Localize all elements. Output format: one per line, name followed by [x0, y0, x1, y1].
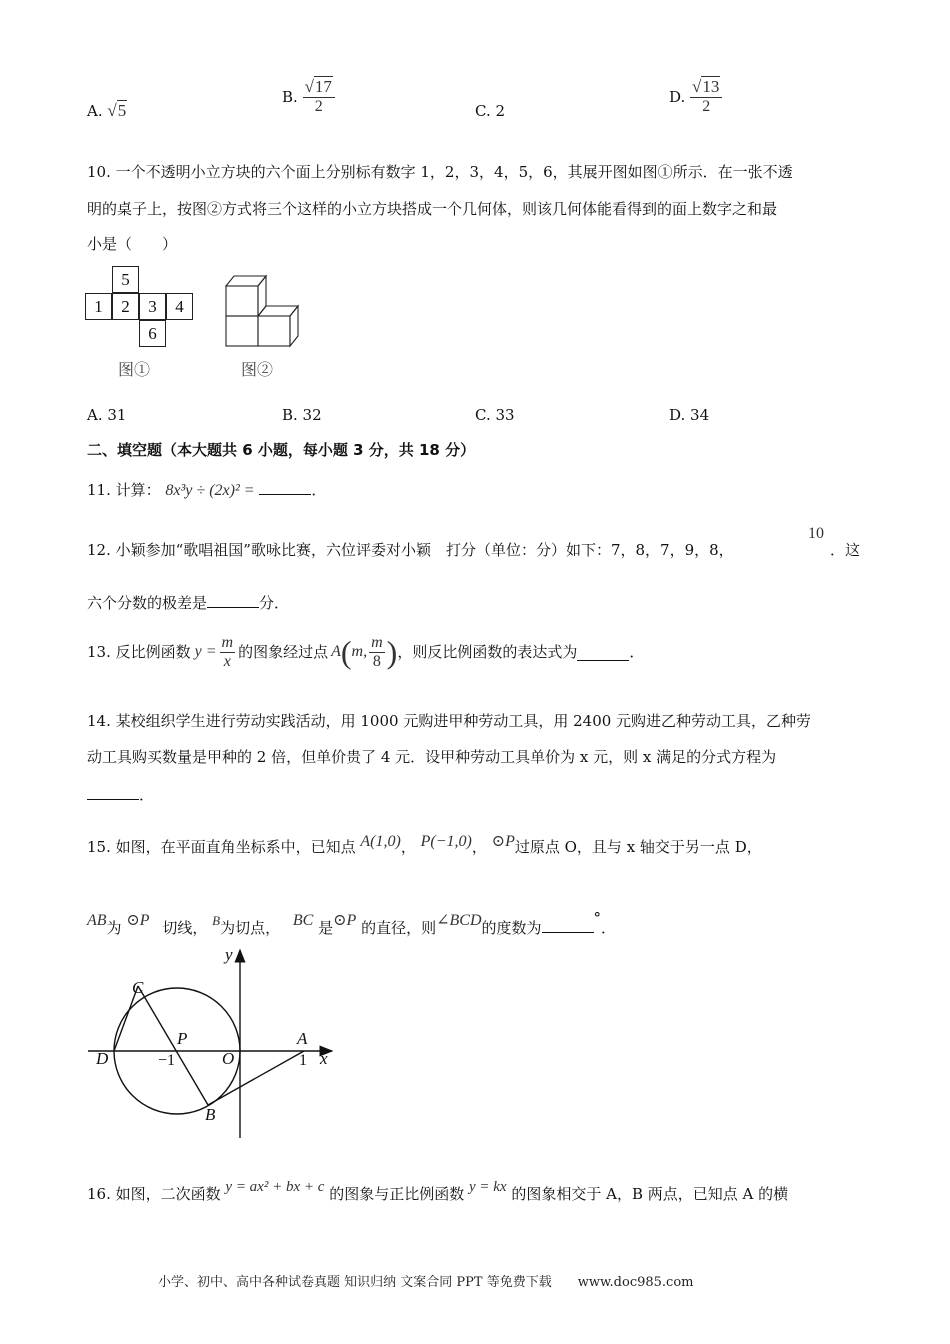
- q10-option-a: A. 31: [87, 406, 127, 424]
- net-cell-2: 2: [112, 293, 139, 320]
- q10-line2: 明的桌子上，按图②方式将三个这样的小立方块搭成一个几何体，则该几何体能看得到的面上数字之和最: [87, 200, 778, 218]
- q12-score-10: 10: [808, 525, 824, 542]
- q15-end: ．: [601, 919, 617, 937]
- q15-deg: °: [593, 909, 602, 927]
- q11-suffix: ．: [311, 481, 327, 499]
- q11-answer-blank: [259, 478, 311, 495]
- net-cell-3: 3: [139, 293, 166, 320]
- q14-line1: 14. 某校组织学生进行劳动实践活动，用 1000 元购进甲种劳动工具，用 2400 元购进乙种劳动工具，乙种劳: [87, 712, 812, 730]
- frac-sqrt17-over-2: $\frac{√17}{2}$: [303, 78, 335, 116]
- q12-line1: [87, 540, 734, 560]
- label-a: A: [297, 1029, 308, 1048]
- fig2-caption: 图②: [241, 360, 274, 379]
- q10-option-b: B. 32: [282, 406, 322, 424]
- q15-circle-p-2: ⊙P: [126, 912, 150, 929]
- q15-shi: 是: [318, 919, 334, 937]
- q13-mid: 的图象经过点: [238, 643, 329, 661]
- option-d-label: D.: [669, 88, 686, 106]
- net-cell-5: 5: [112, 266, 139, 293]
- q13: 13. 反比例函数 y = $\frac{m}{x}$ 的图象经过点 A ( m, $\frac{m}{8}$ ) ，则反比例函数的表达式为 ．: [87, 633, 645, 670]
- q13-suffix: ，则反比例函数的表达式为: [397, 643, 578, 661]
- q9-option-d: [669, 78, 722, 116]
- q16-mid: 的图象与正比例函数: [329, 1185, 465, 1203]
- q12-answer-blank: [207, 591, 259, 608]
- label-one: 1: [299, 1052, 307, 1069]
- q13-fx-num: m: [221, 633, 234, 651]
- label-y: y: [225, 945, 233, 964]
- label-x: x: [320, 1049, 328, 1068]
- q13-fx-left: y =: [194, 643, 217, 660]
- q14-answer-blank: [87, 783, 139, 800]
- cube-net-figure: [85, 266, 197, 348]
- q11-prefix: 11. 计算：: [87, 481, 161, 499]
- q9-option-c: C. 2: [475, 102, 506, 120]
- q13-pt-num: m: [371, 633, 383, 651]
- q11: [87, 478, 326, 501]
- net-cell-6: 6: [139, 320, 166, 347]
- q15-qiexian: 切线，: [162, 919, 208, 937]
- label-b: B: [205, 1105, 216, 1124]
- label-c: C: [132, 978, 144, 997]
- q15-comma1: ，: [400, 838, 416, 856]
- q10-option-c: C. 33: [475, 406, 515, 424]
- q16-suffix: 的图象相交于 A，B 两点，已知点 A 的横: [511, 1185, 789, 1203]
- q14-line2: 动工具购买数量是甲种的 2 倍，但单价贵了 4 元．设甲种劳动工具单价为 x 元，则 x 满足的分式方程为: [87, 748, 777, 766]
- q11-expression: 8x³y ÷ (2x)² =: [165, 482, 255, 499]
- q15-line2: [87, 908, 616, 938]
- q13-fraction-m-over-x: [220, 634, 236, 671]
- q15-weiqiedian: 为切点，: [220, 919, 281, 937]
- q12-line1-text: 12. 小颖参加“歌唱祖国”歌咏比赛，六位评委对小颖 打分（单位：分）如下：7，8，7，9，8，: [87, 541, 734, 559]
- option-a-label: A.: [87, 102, 103, 120]
- q13-answer-blank: [577, 644, 629, 661]
- label-neg1: −1: [158, 1052, 176, 1069]
- sqrt-13-radicand: 13: [702, 77, 720, 96]
- q14-line3: [87, 783, 154, 805]
- frac-den-2: 2: [314, 98, 323, 115]
- q15-line1-b: 过原点 O，且与 x 轴交于另一点 D，: [514, 838, 762, 856]
- q13-end: ．: [629, 643, 645, 661]
- sqrt-17-radicand: 17: [314, 77, 332, 96]
- label-o: O: [222, 1049, 235, 1068]
- q15-geometry-figure: [82, 940, 342, 1145]
- frac-den-2-d: 2: [702, 98, 711, 115]
- q16-quadratic: y = ax² + bx + c: [225, 1179, 325, 1195]
- q15-circle-p-3: ⊙P: [333, 912, 357, 929]
- q12-line2-text: 六个分数的极差是: [87, 594, 208, 612]
- q10-line1: 10. 一个不透明小立方块的六个面上分别标有数字 1，2，3，4，5，6，其展开图如图①所示．在一张不透: [87, 163, 793, 181]
- q12-line1-end: ．这: [830, 541, 861, 559]
- q9-option-b: [282, 78, 335, 116]
- q15-ab: AB: [87, 912, 107, 929]
- q15-circle-p: ⊙P: [491, 833, 515, 850]
- q12-line2: [87, 591, 289, 613]
- q15-point-a: A(1,0): [360, 833, 401, 850]
- q15-line1: [87, 832, 762, 857]
- sqrt-5: √5: [107, 101, 127, 120]
- q15-line1-a: 15. 如图，在平面直角坐标系中，已知点: [87, 838, 356, 856]
- option-b-label: B.: [282, 88, 298, 106]
- net-cell-1: 1: [85, 293, 112, 320]
- q15-bc: BC: [292, 912, 314, 929]
- q13-prefix: 13. 反比例函数: [87, 643, 191, 661]
- q15-comma2: ，: [471, 838, 487, 856]
- q16-line1: [87, 1177, 788, 1204]
- q13-fraction-m-over-8: [369, 634, 385, 671]
- q15-point-p: P(−1,0): [420, 833, 472, 850]
- q15-b: B: [212, 913, 221, 928]
- page-footer: 小学、初中、高中各种试卷真题 知识归纳 文案合同 PPT 等免费下载 www.doc985.com: [158, 1275, 694, 1290]
- section-heading: 二、填空题（本大题共 6 小题，每小题 3 分，共 18 分）: [87, 441, 476, 459]
- q15-angle-bcd: ∠BCD: [436, 912, 482, 929]
- stacked-cubes-figure: [224, 272, 304, 348]
- q13-fx-den: x: [223, 652, 231, 670]
- q14-end: ．: [139, 786, 155, 804]
- net-cell-4: 4: [166, 293, 193, 320]
- q15-wei: 为: [106, 919, 122, 937]
- q10-line3: 小是（ ）: [87, 235, 178, 253]
- q12-line2-end: 分．: [259, 594, 290, 612]
- frac-sqrt13-over-2: $\frac{√13}{2}$: [690, 78, 722, 116]
- q13-pt-den: 8: [372, 652, 381, 670]
- q16-linear: y = kx: [468, 1179, 507, 1195]
- q13-point-label: A: [331, 643, 341, 660]
- q16-prefix: 16. 如图，二次函数: [87, 1185, 221, 1203]
- q15-dezhijing: 的直径，则: [361, 919, 437, 937]
- fig1-caption: 图①: [118, 360, 151, 379]
- q10-option-d: D. 34: [669, 406, 710, 424]
- q15-answer-blank: [542, 916, 594, 933]
- label-d: D: [96, 1049, 109, 1068]
- label-p: P: [177, 1029, 188, 1048]
- q9-option-a: [87, 101, 127, 121]
- q15-dedushu: 的度数为: [481, 919, 542, 937]
- q13-point-m: m,: [351, 643, 368, 660]
- sqrt-5-radicand: 5: [117, 101, 127, 120]
- diameter-bc: [138, 986, 208, 1105]
